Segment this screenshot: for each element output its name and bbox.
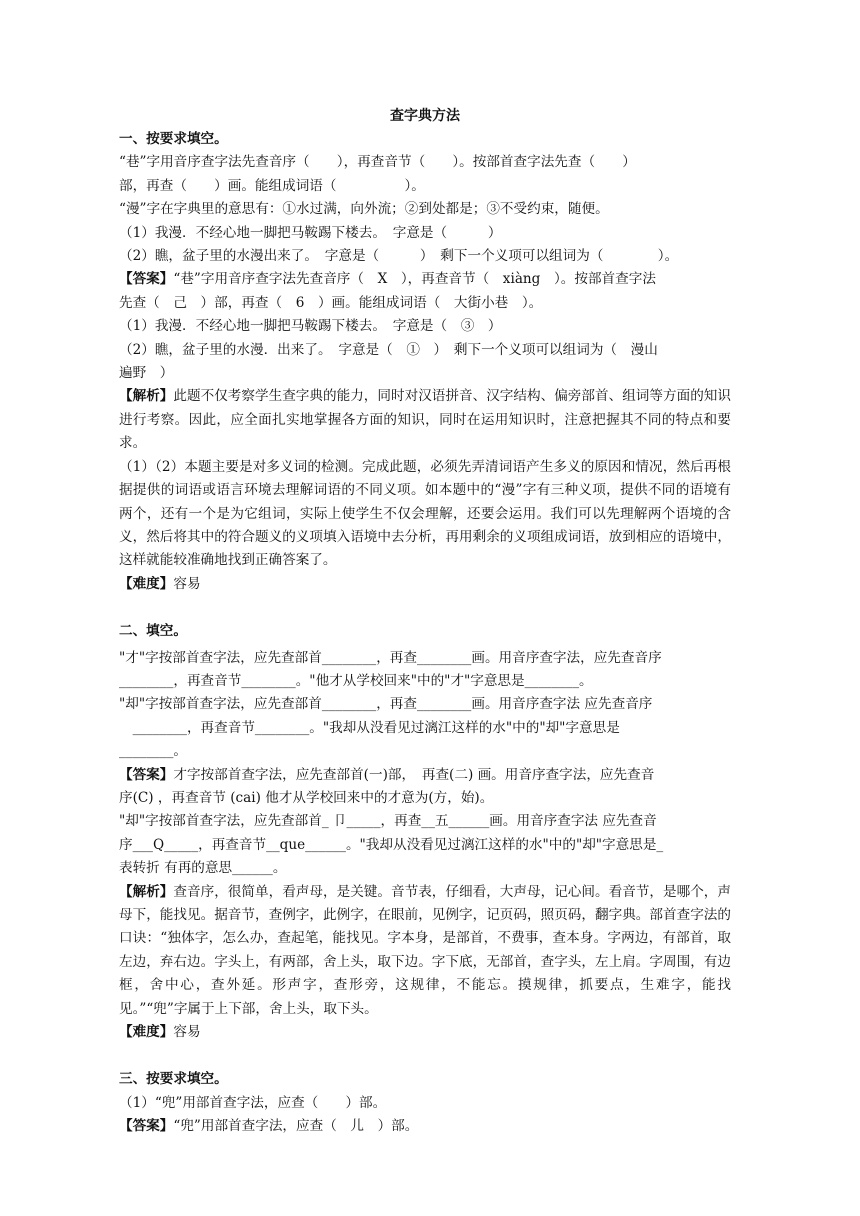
s1-difficulty [119, 573, 731, 596]
analysis-tag: 【解析】 [119, 883, 174, 900]
answer-tag: 【答案】 [119, 1118, 174, 1135]
s2-question-line: ________，再查音节________。"他才从学校回来"中的"才"字意思是________。 [119, 672, 593, 689]
section-2-heading: 二、填空。 [119, 623, 187, 640]
s2-answer-line [119, 764, 731, 787]
analysis-text: 查音序，很简单，看声母，是关键。音节表，仔细看，大声母，记心间。看音节，是哪个，声母下，能找见。据音节，查例字，此例字，在眼前，见例字，记页码，照页码，翻字典。部首查字法的口诀：“独体字，怎么办，查起笔，能找见。字本身，是部首，不费事，查本身。字两边，有部首，取左边，弃右边。字头上，有两部，舍上头，取下边。字下底，无部首，查字头，左上肩。字周围，有边框，舍中心，查外延。形声字，查形旁，这规律，不能忘。摸规律，抓要点，生难字，能找见。”“兜”字属于上下部，舍上头，取下头。 [119, 883, 732, 1017]
s2-question-line: ________。 [119, 743, 187, 760]
s1-question-line: 部，再查（ ）画。能组成词语（ ）。 [119, 177, 425, 194]
section-3-heading: 三、按要求填空。 [119, 1071, 228, 1088]
s2-difficulty [119, 1021, 731, 1044]
answer-tag: 【答案】 [119, 271, 174, 288]
s1-question-line: “漫”字在字典里的意思有：①水过满，向外流；②到处都是；③不受约束，随便。 [119, 201, 609, 218]
difficulty-tag: 【难度】 [119, 1024, 174, 1041]
s2-analysis [119, 881, 731, 1021]
analysis-tag: 【解析】 [119, 388, 174, 405]
s1-answer-line: （2）瞧，盆子里的水漫．出来了。 字意是（ ① ） 剩下一个义项可以组词为（ 漫山 [119, 341, 658, 358]
s3-question-line: （1）“兜”用部首查字法，应查（ ）部。 [119, 1094, 387, 1111]
s1-analysis [119, 385, 731, 455]
s1-answer-line: （1）我漫．不经心地一脚把马鞍踢下楼去。 字意是（ ③ ） [119, 318, 502, 335]
difficulty-value: 容易 [173, 575, 201, 592]
s1-question-line: “巷”字用音序查字法先查音序（ ），再查音节（ ）。按部首查字法先查（ ） [119, 154, 636, 171]
answer-text: 才字按部首查字法，应先查部首(一)部， 再查(二) 画。用音序查字法，应先查音 [173, 766, 655, 783]
s1-question-line: （1）我漫．不经心地一脚把马鞍踢下楼去。 字意是（ ） [119, 224, 502, 241]
s2-question-line: "才"字按部首查字法，应先查部首________，再查________画。用音序查字法，应先查音序 [119, 649, 662, 666]
s2-answer-line: 序(C) ，再查音节 (cai) 他才从学校回来中的才意为(方，始)。 [119, 789, 494, 806]
difficulty-tag: 【难度】 [119, 575, 174, 592]
s2-answer-line: "却"字按部首查字法，应先查部首_ 卩_____，再查__五______画。用音序查字法 应先查音 [119, 813, 657, 830]
s1-analysis-paragraph: （1）（2）本题主要是对多义词的检测。完成此题，必须先弄清词语产生多义的原因和情况，然后再根据提供的词语或语言环境去理解词语的不同义项。如本题中的“漫”字有三种义项，提供不同的语境有两个，还有一个是为它组词，实际上使学生不仅会理解，还要会运用。我们可以先理解两个语境的含义，然后将其中的符合题义的义项填入语境中去分析，再用剩余的义项组成词语，放到相应的语境中，这样就能较准确地找到正确答案了。 [119, 458, 731, 569]
s2-question-line: ________，再查音节________。"我却从没看见过漓江这样的水"中的"却"字意思是 [119, 719, 620, 736]
analysis-text: 此题不仅考察学生查字典的能力，同时对汉语拼音、汉字结构、偏旁部首、组词等方面的知识进行考察。因此，应全面扎实地掌握各方面的知识，同时在运用知识时，注意把握其不同的特点和要求。 [119, 388, 732, 452]
s2-answer-line: 序___Q_____，再查音节__que______。"我却从没看见过漓江这样的水"中的"却"字意思是_ [119, 836, 664, 853]
difficulty-value: 容易 [173, 1024, 201, 1041]
s1-question-line: （2）瞧，盆子里的水漫出来了。 字意是（ ） 剩下一个义项可以组词为（ ）。 [119, 248, 679, 265]
document-page [119, 104, 731, 1139]
document-title: 查字典方法 [390, 108, 460, 124]
s2-answer-line: 表转折 有再的意思______。 [119, 860, 287, 877]
s3-answer-line [119, 1115, 731, 1138]
answer-text: “巷”字用音序查字法先查音序（ X ），再查音节（ xiàng ）。按部首查字法 [173, 271, 656, 288]
s1-answer-line [119, 268, 731, 291]
answer-tag: 【答案】 [119, 766, 174, 783]
answer-text: “兜”用部首查字法，应查（ 儿 ）部。 [173, 1118, 419, 1135]
s2-question-line: "却"字按部首查字法，应先查部首________，再查________画。用音序查字法 应先查音序 [119, 696, 653, 713]
section-1-heading: 一、按要求填空。 [119, 131, 228, 147]
s1-answer-line: 先查（ 己 ）部，再查（ 6 ）画。能组成词语（ 大街小巷 ）。 [119, 294, 543, 311]
s1-answer-line: 遍野 ） [119, 365, 174, 382]
